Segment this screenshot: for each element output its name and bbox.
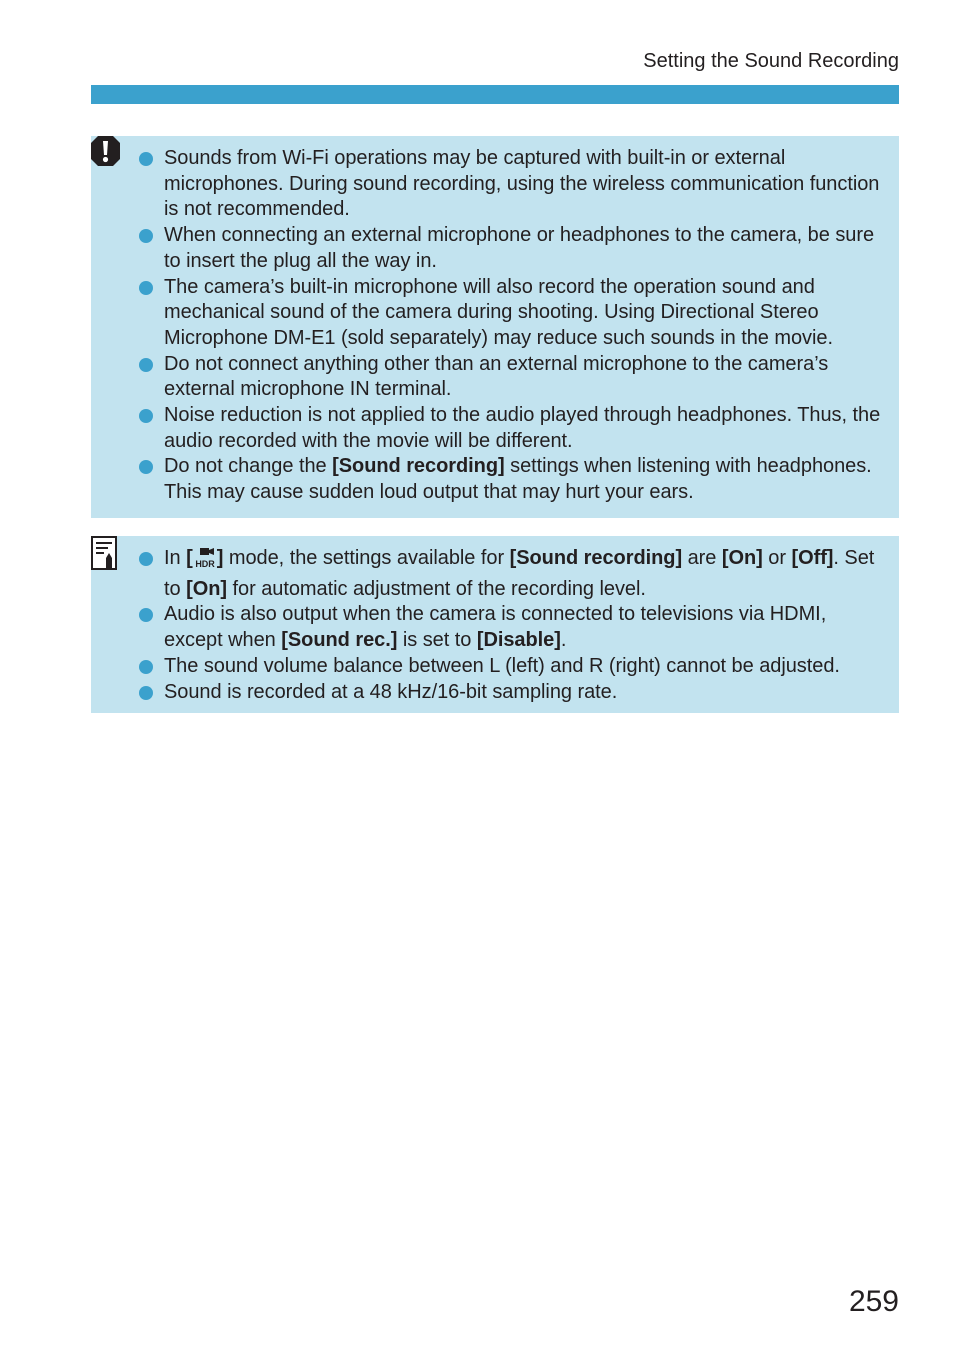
bullet-icon <box>139 460 153 474</box>
note-box <box>91 536 899 713</box>
bullet-icon <box>139 281 153 295</box>
list-item: Sound is recorded at a 48 kHz/16-bit sampling rate. <box>164 680 885 706</box>
bullet-icon <box>139 686 153 700</box>
caution-box <box>91 136 899 518</box>
list-item: Noise reduction is not applied to the audio played through headphones. Thus, the audio recorded with the movie will be different. <box>164 403 885 454</box>
list-item: The sound volume balance between L (left) and R (right) cannot be adjusted. <box>164 654 885 680</box>
caution-exclamation-icon <box>91 136 120 171</box>
header-bar <box>91 85 899 104</box>
page-number: 259 <box>848 1285 899 1318</box>
bullet-icon <box>139 358 153 372</box>
svg-text:HDR: HDR <box>195 559 215 569</box>
bullet-icon <box>139 409 153 423</box>
list-item: Do not connect anything other than an external microphone to the camera’s external microphone IN terminal. <box>164 352 885 403</box>
list-item: In [ HDR ] mode, the settings available for [Sound recording] are [On] or [Off]. Set to [On] for automatic adjustment of the recording level. <box>164 546 885 602</box>
running-head: Setting the Sound Recording <box>643 50 899 72</box>
bullet-icon <box>139 660 153 674</box>
list-item: Do not change the [Sound recording] settings when listening with headphones. This may cause sudden loud output that may hurt your ears. <box>164 454 885 505</box>
bullet-icon <box>139 608 153 622</box>
note-list <box>91 546 885 705</box>
list-item: Audio is also output when the camera is connected to televisions via HDMI, except when [Sound rec.] is set to [Disable]. <box>164 602 885 653</box>
list-item: Sounds from Wi-Fi operations may be captured with built-in or external microphones. During sound recording, using the wireless communication function is not recommended. <box>164 146 885 223</box>
bullet-icon <box>139 229 153 243</box>
bullet-icon <box>139 152 153 166</box>
list-item: The camera’s built-in microphone will also record the operation sound and mechanical sound of the camera during shooting. Using Directional Stereo Microphone DM-E1 (sold separately) may reduce such sounds in the movie. <box>164 275 885 352</box>
caution-list <box>91 146 885 506</box>
bullet-icon <box>139 552 153 566</box>
hdr-movie-mode-icon <box>194 547 216 577</box>
list-item: When connecting an external microphone or headphones to the camera, be sure to insert the plug all the way in. <box>164 223 885 274</box>
note-memo-icon <box>91 536 117 575</box>
